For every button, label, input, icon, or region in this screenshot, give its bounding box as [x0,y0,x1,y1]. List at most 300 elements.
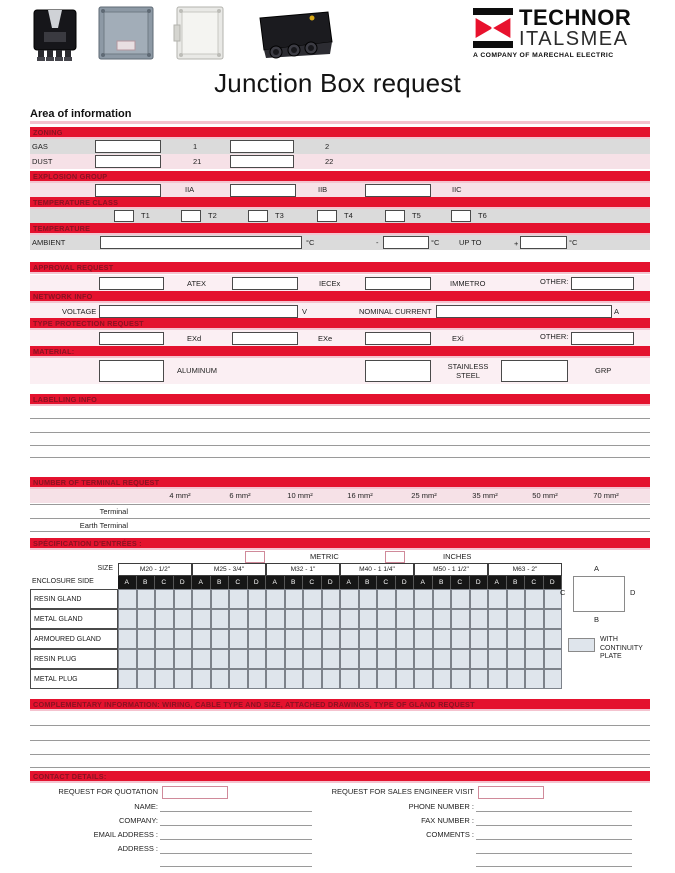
terminal-size-16: 16 mm² [347,491,373,500]
t4-checkbox[interactable] [317,210,337,222]
gland-cell-2-4-A[interactable] [414,629,433,649]
brand-mark-icon [473,8,513,48]
brand-logo [519,7,631,49]
fax-label: FAX NUMBER : [421,816,474,825]
gland-cell-1-1-B[interactable] [211,609,230,629]
t3-label: T3 [275,211,284,220]
gland-cell-4-4-B[interactable] [433,669,452,689]
gland-cell-1-4-C[interactable] [451,609,470,629]
earth-terminal-row-line[interactable] [30,531,650,532]
protection-other-input[interactable] [571,332,634,345]
exd-input[interactable] [99,332,164,345]
explosion-iib-input[interactable] [230,184,296,197]
gland-cell-2-3-B[interactable] [359,629,378,649]
t5-label: T5 [412,211,421,220]
continuity-plate-label: WITH CONTINUITY PLATE [600,636,643,660]
type-protection-row [30,330,650,346]
name-line[interactable] [160,811,312,812]
gland-cell-0-4-C[interactable] [451,589,470,609]
gland-cell-0-4-B[interactable] [433,589,452,609]
gland-cell-4-5-C[interactable] [525,669,544,689]
gland-cell-4-3-B[interactable] [359,669,378,689]
gland-cell-0-4-A[interactable] [414,589,433,609]
company-label: COMPANY: [118,816,158,825]
gland-row-label-4: METAL PLUG [30,669,118,689]
gland-cell-2-1-A[interactable] [192,629,211,649]
exi-input[interactable] [365,332,431,345]
terminal-size-10: 10 mm² [287,491,313,500]
labelling-line-4[interactable] [30,457,650,458]
gland-cell-1-3-A[interactable] [340,609,359,629]
gland-cell-1-5-D[interactable] [544,609,563,629]
gland-cell-3-4-A[interactable] [414,649,433,669]
t5-checkbox[interactable] [385,210,405,222]
gland-cell-1-0-A[interactable] [118,609,137,629]
gland-cell-3-5-C[interactable] [525,649,544,669]
request-visit-checkbox[interactable] [478,786,544,799]
ambient-input[interactable] [100,236,302,249]
section-network-info: NETWORK INFO [30,291,650,303]
gland-cell-0-0-A[interactable] [118,589,137,609]
gland-cell-2-2-C[interactable] [303,629,322,649]
gland-cell-2-0-B[interactable] [137,629,156,649]
gas-zone1-input[interactable] [95,140,161,153]
gland-cell-4-4-D[interactable] [470,669,489,689]
gland-cell-1-4-D[interactable] [470,609,489,629]
gland-cell-2-1-C[interactable] [229,629,248,649]
side-header-1-C: C [229,576,248,589]
side-header-0-A: A [118,576,137,589]
section-type-protection: TYPE PROTECTION REQUEST [30,318,650,330]
approval-other-label: OTHER: [540,277,569,286]
complementary-line-1[interactable] [30,725,650,726]
terminal-row-line[interactable] [30,518,650,519]
gland-cell-1-1-A[interactable] [192,609,211,629]
gland-cell-0-2-A[interactable] [266,589,285,609]
gland-cell-4-1-C[interactable] [229,669,248,689]
diagram-side-c-label: C [560,588,566,597]
approval-other-input[interactable] [571,277,634,290]
gas-zone2-input[interactable] [230,140,294,153]
gland-cell-1-4-B[interactable] [433,609,452,629]
size-col-header-3: M40 - 1 1/4" [340,563,414,576]
fax-line[interactable] [476,825,632,826]
gland-cell-1-2-C[interactable] [303,609,322,629]
size-col-header-0: M20 - 1/2" [118,563,192,576]
side-header-2-B: B [285,576,304,589]
gland-cell-2-5-D[interactable] [544,629,563,649]
protection-other-label: OTHER: [540,332,569,341]
brand-name-bottom: ITALSMEA [519,28,629,50]
gland-cell-3-3-A[interactable] [340,649,359,669]
exi-label: EXi [452,334,464,343]
ambient-temperature-row [30,235,650,250]
side-header-0-B: B [137,576,156,589]
ambient-unit-label: °C [306,238,315,247]
section-temperature: TEMPERATURE [30,223,650,235]
area-of-information-heading: Area of information [30,108,650,124]
side-header-4-D: D [470,576,489,589]
gland-cell-1-1-C[interactable] [229,609,248,629]
gland-cell-2-0-D[interactable] [174,629,193,649]
gland-cell-3-2-A[interactable] [266,649,285,669]
product-photo-black-multigland-box [250,10,335,60]
t1-checkbox[interactable] [114,210,134,222]
voltage-label: VOLTAGE [62,307,97,316]
gland-cell-3-3-D[interactable] [396,649,415,669]
request-quotation-label: REQUEST FOR QUOTATION [58,787,158,796]
request-visit-label: REQUEST FOR SALES ENGINEER VISIT [331,787,474,796]
temp-min-input[interactable] [383,236,429,249]
gland-cell-1-0-B[interactable] [137,609,156,629]
side-header-2-C: C [303,576,322,589]
gland-cell-3-2-C[interactable] [303,649,322,669]
gland-cell-2-5-B[interactable] [507,629,526,649]
section-explosion-group: EXPLOSION GROUP [30,171,650,183]
gland-cell-4-0-C[interactable] [155,669,174,689]
gas-zone1-label: 1 [193,142,198,151]
terminal-size-25: 25 mm² [411,491,437,500]
nominal-current-input[interactable] [436,305,612,318]
gland-cell-0-1-A[interactable] [192,589,211,609]
inches-checkbox[interactable] [385,551,405,563]
side-header-1-D: D [248,576,267,589]
comments-line-2[interactable] [476,853,632,854]
side-header-4-C: C [451,576,470,589]
gland-cell-0-0-D[interactable] [174,589,193,609]
gland-cell-2-3-D[interactable] [396,629,415,649]
complementary-line-3[interactable] [30,754,650,755]
gland-cell-3-0-C[interactable] [155,649,174,669]
zoning-dust-row [30,154,650,169]
comments-line-3[interactable] [476,866,632,867]
gland-cell-0-2-D[interactable] [322,589,341,609]
gland-cell-2-1-B[interactable] [211,629,230,649]
email-label: EMAIL ADDRESS : [93,830,158,839]
gland-cell-4-2-B[interactable] [285,669,304,689]
explosion-iib-label: IIB [318,185,328,194]
gland-cell-4-0-D[interactable] [174,669,193,689]
company-line[interactable] [160,825,312,826]
side-header-0-C: C [155,576,174,589]
earth-terminal-row-label: Earth Terminal [79,521,128,530]
material-row [30,358,650,384]
side-header-3-C: C [377,576,396,589]
page-title: Junction Box request [214,68,461,98]
inches-label: INCHES [443,552,472,561]
gland-cell-2-4-C[interactable] [451,629,470,649]
gland-cell-4-3-C[interactable] [377,669,396,689]
immetro-input[interactable] [365,277,431,290]
gland-cell-2-2-A[interactable] [266,629,285,649]
dust-zone22-label: 22 [325,157,334,166]
comments-label: COMMENTS : [426,830,474,839]
gland-cell-1-1-D[interactable] [248,609,267,629]
t2-checkbox[interactable] [181,210,201,222]
section-material: MATERIAL: [30,346,650,358]
gland-row-label-0: RESIN GLAND [30,589,118,609]
gas-label: GAS [32,142,48,151]
gland-cell-3-4-B[interactable] [433,649,452,669]
gland-cell-0-3-A[interactable] [340,589,359,609]
gland-cell-3-2-B[interactable] [285,649,304,669]
gland-cell-0-1-D[interactable] [248,589,267,609]
phone-label: PHONE NUMBER : [408,802,474,811]
terminal-size-50: 50 mm² [532,491,558,500]
explosion-iic-label: IIC [452,185,462,194]
brand-name-top: TECHNOR [519,5,632,30]
gland-cell-2-4-D[interactable] [470,629,489,649]
gland-cell-0-3-D[interactable] [396,589,415,609]
diagram-side-b-label: B [594,615,600,624]
stainless-steel-label: STAINLESS STEEL [447,362,489,380]
up-to-label: UP TO [459,238,482,247]
side-header-2-D: D [322,576,341,589]
side-header-0-D: D [174,576,193,589]
gland-cell-2-5-A[interactable] [488,629,507,649]
gland-cell-3-4-D[interactable] [470,649,489,669]
t1-label: T1 [141,211,150,220]
gland-cell-1-5-A[interactable] [488,609,507,629]
section-zoning: ZONING [30,127,650,139]
gland-cell-0-3-C[interactable] [377,589,396,609]
brand-tagline: A COMPANY OF MARECHAL ELECTRIC [473,52,614,59]
enclosure-diagram-box [573,576,625,612]
minus-sign-label: - [376,238,379,247]
gland-cell-3-5-B[interactable] [507,649,526,669]
explosion-iia-input[interactable] [95,184,161,197]
size-header-label: SIZE [97,565,113,572]
gland-cell-1-3-B[interactable] [359,609,378,629]
gland-cell-3-0-D[interactable] [174,649,193,669]
side-header-4-B: B [433,576,452,589]
complementary-line-2[interactable] [30,740,650,741]
size-col-header-1: M25 - 3/4" [192,563,266,576]
side-header-4-A: A [414,576,433,589]
gland-cell-0-1-C[interactable] [229,589,248,609]
diagram-side-d-label: D [630,588,636,597]
terminal-size-35: 35 mm² [472,491,498,500]
gland-cell-4-2-D[interactable] [322,669,341,689]
stainless-steel-input[interactable] [365,360,431,382]
gland-cell-3-5-A[interactable] [488,649,507,669]
gland-cell-0-0-C[interactable] [155,589,174,609]
gland-cell-2-1-D[interactable] [248,629,267,649]
iecex-label: IECEx [319,279,341,288]
complementary-line-4[interactable] [30,767,650,768]
gland-cell-0-4-D[interactable] [470,589,489,609]
enclosure-side-label: ENCLOSURE SIDE [32,578,94,585]
gland-cell-0-1-B[interactable] [211,589,230,609]
size-col-header-2: M32 - 1" [266,563,340,576]
dust-zone21-input[interactable] [95,155,161,168]
immetro-label: IMMETRO [450,279,486,288]
gland-row-label-2: ARMOURED GLAND [30,629,118,649]
gland-cell-4-5-A[interactable] [488,669,507,689]
exe-label: EXe [318,334,333,343]
continuity-plate-swatch [568,638,595,652]
size-col-header-4: M50 - 1 1/2" [414,563,488,576]
gland-cell-1-4-A[interactable] [414,609,433,629]
gland-cell-0-0-B[interactable] [137,589,156,609]
address-line-2[interactable] [160,866,312,867]
exe-input[interactable] [232,332,298,345]
section-entries-specification: SPÉCIFICATION D'ENTRÉES : [30,538,650,550]
product-photo-grey-metal-box [95,5,157,61]
gland-cell-0-5-B[interactable] [507,589,526,609]
gland-row-label-3: RESIN PLUG [30,649,118,669]
labelling-line-3[interactable] [30,445,650,446]
t2-label: T2 [208,211,217,220]
terminal-sizes-header-row [30,489,650,503]
gland-cell-3-3-C[interactable] [377,649,396,669]
t6-label: T6 [478,211,487,220]
gland-cell-3-5-D[interactable] [544,649,563,669]
gland-cell-4-4-A[interactable] [414,669,433,689]
grp-label: GRP [595,366,612,375]
name-label: NAME: [134,802,158,811]
gland-cell-2-4-B[interactable] [433,629,452,649]
temp-min-unit-label: °C [431,238,440,247]
side-header-5-A: A [488,576,507,589]
ambient-label: AMBIENT [32,238,66,247]
gas-zone2-label: 2 [325,142,330,151]
gland-cell-3-0-B[interactable] [137,649,156,669]
labelling-line-2[interactable] [30,432,650,433]
gland-cell-0-3-B[interactable] [359,589,378,609]
side-header-5-B: B [507,576,526,589]
gland-cell-1-0-D[interactable] [174,609,193,629]
email-line[interactable] [160,839,312,840]
gland-cell-1-2-A[interactable] [266,609,285,629]
gland-cell-1-2-D[interactable] [322,609,341,629]
gland-cell-4-2-C[interactable] [303,669,322,689]
gland-row-label-1: METAL GLAND [30,609,118,629]
temp-max-input[interactable] [520,236,567,249]
product-photo-black-junction-box [28,8,82,62]
voltage-input[interactable] [99,305,298,318]
t4-label: T4 [344,211,353,220]
section-terminal-request: NUMBER OF TERMINAL REQUEST [30,477,650,489]
gland-cell-3-3-B[interactable] [359,649,378,669]
gland-cell-4-1-B[interactable] [211,669,230,689]
current-unit-label: A [614,307,620,316]
dust-zone21-label: 21 [193,157,202,166]
explosion-group-row [30,183,650,197]
gland-cell-4-2-A[interactable] [266,669,285,689]
comments-line[interactable] [476,839,632,840]
gland-cell-4-3-D[interactable] [396,669,415,689]
gland-cell-2-0-A[interactable] [118,629,137,649]
nominal-current-label: NOMINAL CURRENT [359,307,432,316]
address-line[interactable] [160,853,312,854]
gland-cell-4-5-B[interactable] [507,669,526,689]
gland-cell-1-3-D[interactable] [396,609,415,629]
terminal-size-70: 70 mm² [593,491,619,500]
gland-cell-2-5-C[interactable] [525,629,544,649]
explosion-iic-input[interactable] [365,184,431,197]
explosion-iia-label: IIA [185,185,195,194]
gland-cell-3-1-A[interactable] [192,649,211,669]
phone-line[interactable] [476,811,632,812]
approval-request-row [30,275,650,291]
gland-cell-0-5-A[interactable] [488,589,507,609]
side-header-1-B: B [211,576,230,589]
terminal-size-6: 6 mm² [229,491,251,500]
t3-checkbox[interactable] [248,210,268,222]
side-header-1-A: A [192,576,211,589]
gland-cell-1-5-C[interactable] [525,609,544,629]
gland-cell-4-5-D[interactable] [544,669,563,689]
temperature-class-row [30,209,650,223]
gland-cell-3-4-C[interactable] [451,649,470,669]
gland-cell-3-0-A[interactable] [118,649,137,669]
address-label: ADDRESS : [117,844,158,853]
grp-input[interactable] [501,360,568,382]
plus-sign-label: + [514,239,519,248]
labelling-line-1[interactable] [30,418,650,419]
gland-cell-3-1-D[interactable] [248,649,267,669]
gland-cell-0-2-B[interactable] [285,589,304,609]
gland-cell-4-1-D[interactable] [248,669,267,689]
side-header-3-A: A [340,576,359,589]
iecex-input[interactable] [232,277,298,290]
gland-cell-0-2-C[interactable] [303,589,322,609]
gland-cell-3-2-D[interactable] [322,649,341,669]
dust-label: DUST [32,157,53,166]
gland-cell-1-5-B[interactable] [507,609,526,629]
t6-checkbox[interactable] [451,210,471,222]
temp-max-unit-label: °C [569,238,578,247]
gland-cell-3-1-C[interactable] [229,649,248,669]
terminal-row-label: Terminal [99,507,128,516]
gland-cell-2-3-C[interactable] [377,629,396,649]
side-header-2-A: A [266,576,285,589]
size-col-header-5: M63 - 2" [488,563,562,576]
gland-cell-4-1-A[interactable] [192,669,211,689]
atex-label: ATEX [187,279,207,288]
aluminum-label: ALUMINUM [177,366,218,375]
gland-cell-4-0-A[interactable] [118,669,137,689]
product-photo-light-grp-box [172,5,228,61]
gland-cell-2-2-B[interactable] [285,629,304,649]
dust-zone22-input[interactable] [230,155,294,168]
gland-cell-1-3-C[interactable] [377,609,396,629]
section-contact-details: CONTACT DETAILS: [30,771,650,783]
gland-cell-2-2-D[interactable] [322,629,341,649]
network-info-row [30,303,650,319]
request-quotation-checkbox[interactable] [162,786,228,799]
side-header-5-C: C [525,576,544,589]
section-labelling-info: LABELLING INFO [30,394,650,406]
aluminum-input[interactable] [99,360,164,382]
exd-label: EXd [187,334,202,343]
gland-cell-1-0-C[interactable] [155,609,174,629]
gland-cell-4-4-C[interactable] [451,669,470,689]
gland-cell-4-3-A[interactable] [340,669,359,689]
atex-input[interactable] [99,277,164,290]
zoning-gas-row [30,139,650,154]
gland-entries-grid [30,563,562,689]
gland-cell-2-3-A[interactable] [340,629,359,649]
metric-checkbox[interactable] [245,551,265,563]
gland-cell-4-0-B[interactable] [137,669,156,689]
section-temperature-class: TEMPERATURE CLASS [30,197,650,209]
gland-cell-0-5-C[interactable] [525,589,544,609]
gland-cell-3-1-B[interactable] [211,649,230,669]
gland-cell-2-0-C[interactable] [155,629,174,649]
gland-cell-1-2-B[interactable] [285,609,304,629]
